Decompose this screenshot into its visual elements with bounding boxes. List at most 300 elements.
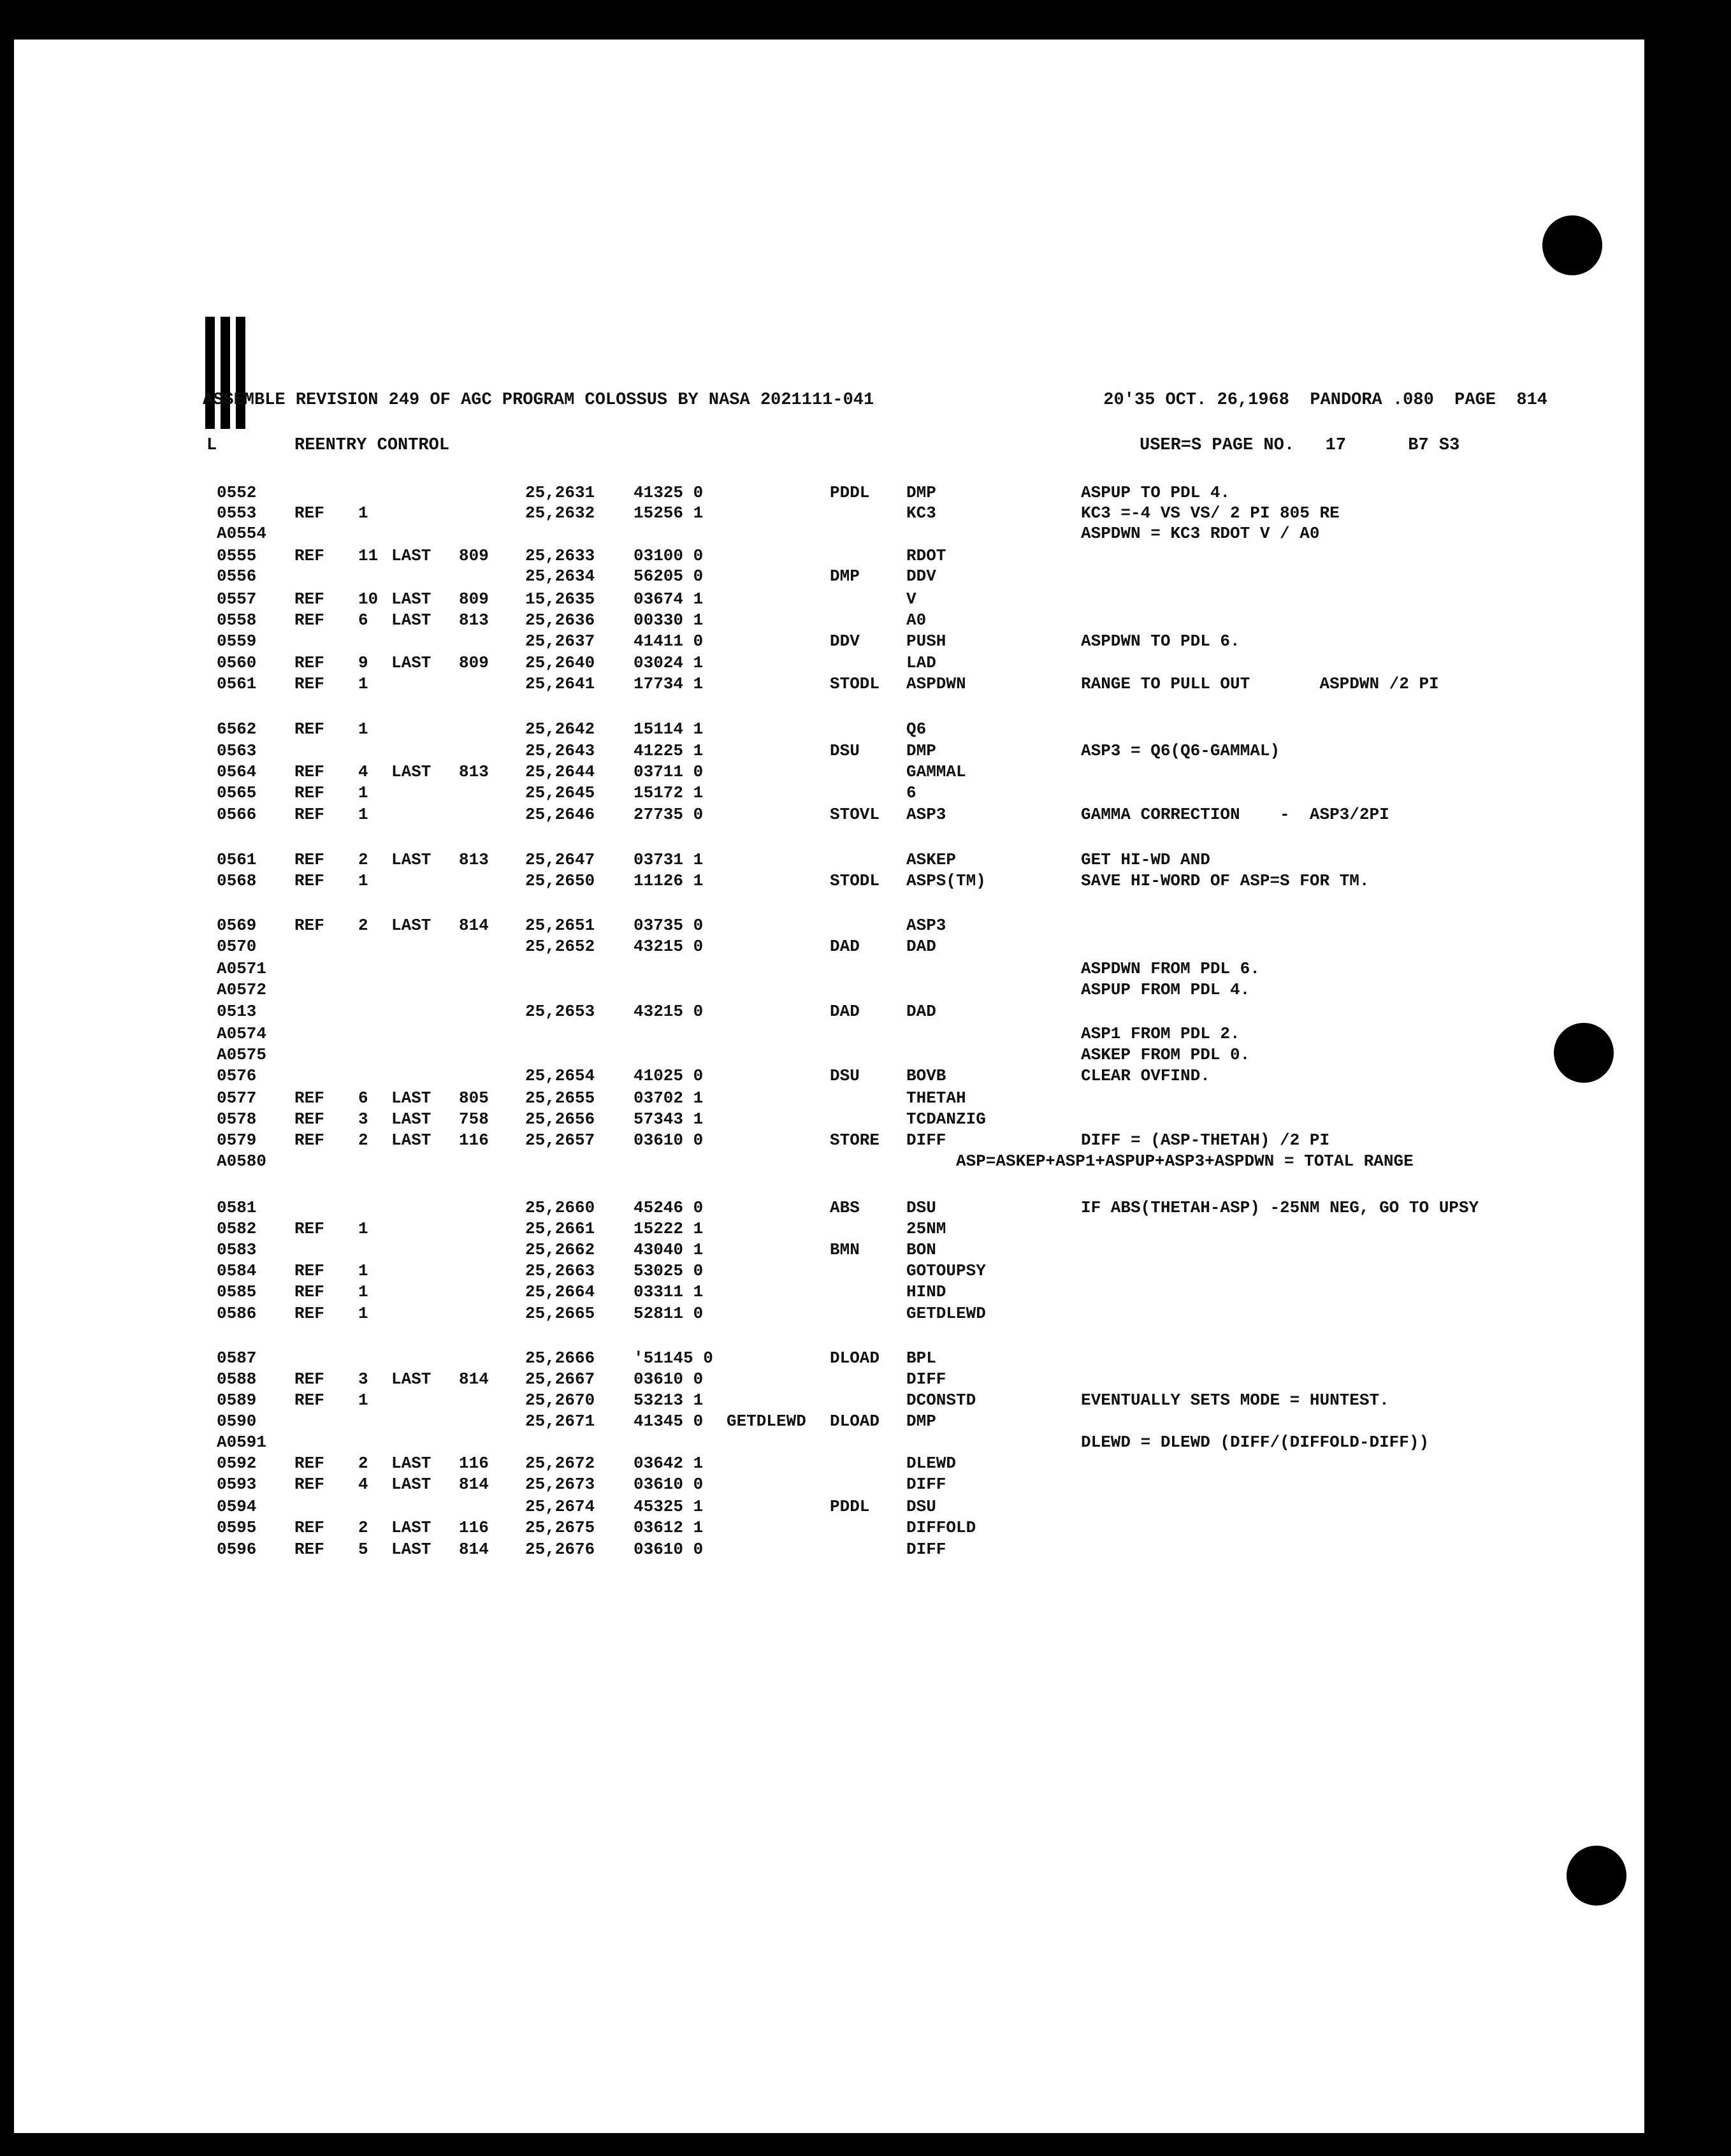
cell-ln: 0594	[217, 1497, 257, 1516]
cell-addr: 25,2643	[525, 741, 595, 760]
cell-addr: 25,2647	[525, 850, 595, 869]
cell-code: 03024 1	[634, 653, 704, 672]
cell-ln: A0574	[217, 1024, 267, 1043]
cell-addr: 25,2651	[525, 916, 595, 935]
cell-addr: 25,2640	[525, 653, 595, 672]
cell-n: 2	[358, 916, 368, 935]
listing-row	[0, 1304, 1593, 1326]
cell-code: 03735 0	[634, 916, 704, 935]
listing-row	[0, 503, 1593, 525]
cell-addr: 25,2631	[525, 483, 595, 502]
cell-code: 03311 1	[634, 1282, 704, 1301]
cell-comment: GAMMA CORRECTION - ASP3/2PI	[1081, 805, 1389, 824]
cell-ln: 0586	[217, 1304, 257, 1323]
cell-comment: ASPDWN = KC3 RDOT V / A0	[1081, 524, 1320, 543]
cell-rep: REF	[294, 653, 324, 672]
cell-last: LAST	[391, 1518, 431, 1537]
cell-operand: DSU	[906, 1497, 936, 1516]
cell-addr: 15,2635	[525, 590, 595, 609]
cell-ln: 0588	[217, 1370, 257, 1389]
cell-addr: 25,2633	[525, 546, 595, 565]
cell-comment: EVENTUALLY SETS MODE = HUNTEST.	[1081, 1391, 1389, 1410]
cell-last: LAST	[391, 1370, 431, 1389]
cell-n: 3	[358, 1110, 368, 1129]
cell-op: DSU	[830, 1066, 860, 1085]
cell-ln: 0593	[217, 1475, 257, 1494]
cell-code: 41411 0	[634, 632, 704, 651]
cell-addr: 25,2637	[525, 632, 595, 651]
listing-row	[0, 980, 1593, 1002]
header-date-page: 20'35 OCT. 26,1968 PANDORA .080 PAGE 814	[1103, 391, 1547, 410]
cell-comment: DLEWD = DLEWD (DIFF/(DIFFOLD-DIFF))	[1081, 1433, 1430, 1452]
cell-operand: DDV	[906, 567, 936, 586]
cell-n: 1	[358, 1391, 368, 1410]
cell-ref: 813	[459, 762, 489, 781]
cell-operand: LAD	[906, 653, 936, 672]
cell-operand: V	[906, 590, 916, 609]
cell-ref: 813	[459, 611, 489, 630]
listing-row	[0, 567, 1593, 588]
cell-n: 1	[358, 503, 368, 523]
cell-rep: REF	[294, 850, 324, 869]
cell-operand: HIND	[906, 1282, 946, 1301]
cell-addr: 25,2667	[525, 1370, 595, 1389]
cell-last: LAST	[391, 1089, 431, 1108]
cell-op: STODL	[830, 674, 880, 693]
cell-n: 1	[358, 674, 368, 693]
cell-code: 03100 0	[634, 546, 704, 565]
cell-addr: 25,2641	[525, 674, 595, 693]
cell-comment: SAVE HI-WORD OF ASP=S FOR TM.	[1081, 871, 1370, 890]
cell-addr: 25,2655	[525, 1089, 595, 1108]
cell-last: LAST	[391, 1454, 431, 1473]
cell-rep: REF	[294, 871, 324, 890]
cell-operand: 25NM	[906, 1219, 946, 1238]
cell-ln: 0590	[217, 1412, 257, 1431]
cell-ln: 0565	[217, 783, 257, 802]
cell-addr: 25,2665	[525, 1304, 595, 1323]
user-page-number: USER=S PAGE NO. 17 B7 S3	[1140, 436, 1460, 455]
section-letter: L	[206, 436, 217, 455]
cell-rep: REF	[294, 674, 324, 693]
cell-addr: 25,2653	[525, 1002, 595, 1021]
cell-ref: 813	[459, 850, 489, 869]
cell-comment: ASPUP TO PDL 4.	[1081, 483, 1231, 502]
cell-code: 03711 0	[634, 762, 704, 781]
cell-n: 4	[358, 762, 368, 781]
scan-border-right	[1644, 0, 1731, 2156]
cell-operand: DCONSTD	[906, 1391, 976, 1410]
cell-addr: 25,2675	[525, 1518, 595, 1537]
cell-operand: TCDANZIG	[906, 1110, 986, 1129]
listing-row	[0, 632, 1593, 653]
cell-rep: REF	[294, 1304, 324, 1323]
cell-comment: CLEAR OVFIND.	[1081, 1066, 1210, 1085]
cell-ln: 0584	[217, 1261, 257, 1280]
cell-last: LAST	[391, 653, 431, 672]
cell-op: DAD	[830, 1002, 860, 1021]
cell-operand: BPL	[906, 1349, 936, 1368]
listing-row	[0, 1433, 1593, 1454]
listing-row	[0, 720, 1593, 741]
cell-addr: 25,2672	[525, 1454, 595, 1473]
cell-code: 03610 0	[634, 1475, 704, 1494]
cell-ref: 116	[459, 1131, 489, 1150]
cell-ln: 0585	[217, 1282, 257, 1301]
header-program-title: ASSEMBLE REVISION 249 OF AGC PROGRAM COLOSSUS BY NASA 2021111-041	[203, 391, 874, 410]
cell-code: 11126 1	[634, 871, 704, 890]
cell-ln: A0591	[217, 1433, 267, 1452]
cell-code: 15222 1	[634, 1219, 704, 1238]
cell-operand: GOTOUPSY	[906, 1261, 986, 1280]
cell-ln: 6562	[217, 720, 257, 739]
cell-rep: REF	[294, 805, 324, 824]
cell-ln: 0581	[217, 1198, 257, 1217]
cell-label: GETDLEWD	[727, 1412, 806, 1431]
cell-code: 17734 1	[634, 674, 704, 693]
cell-comment: ASP3 = Q6(Q6-GAMMAL)	[1081, 741, 1280, 760]
cell-rep: REF	[294, 916, 324, 935]
listing-row	[0, 937, 1593, 959]
listing-row	[0, 871, 1593, 893]
listing-row	[0, 1349, 1593, 1370]
cell-code: 41025 0	[634, 1066, 704, 1085]
cell-addr: 25,2670	[525, 1391, 595, 1410]
cell-rep: REF	[294, 1518, 324, 1537]
cell-addr: 25,2654	[525, 1066, 595, 1085]
cell-rep: REF	[294, 1370, 324, 1389]
cell-n: 1	[358, 783, 368, 802]
listing-row	[0, 850, 1593, 872]
listing-row	[0, 1497, 1593, 1519]
cell-ln: 0578	[217, 1110, 257, 1129]
cell-code: 03642 1	[634, 1454, 704, 1473]
cell-rep: REF	[294, 1219, 324, 1238]
listing-row	[0, 1024, 1593, 1046]
cell-code: 41345 0	[634, 1412, 704, 1431]
cell-ln: 0589	[217, 1391, 257, 1410]
cell-ln: 0577	[217, 1089, 257, 1108]
cell-ref: 814	[459, 1540, 489, 1559]
cell-code: 53025 0	[634, 1261, 704, 1280]
cell-code: 43040 1	[634, 1240, 704, 1259]
scan-border-top	[0, 0, 1731, 40]
cell-code: 03612 1	[634, 1518, 704, 1537]
cell-addr: 25,2632	[525, 503, 595, 523]
cell-operand: DIFF	[906, 1370, 946, 1389]
cell-code: 41225 1	[634, 741, 704, 760]
cell-ln: A0575	[217, 1045, 267, 1064]
cell-ln: 0592	[217, 1454, 257, 1473]
cell-code: 03731 1	[634, 850, 704, 869]
cell-rep: REF	[294, 1131, 324, 1150]
listing-row	[0, 1198, 1593, 1220]
listing-row	[0, 611, 1593, 632]
listing-row	[0, 805, 1593, 827]
cell-comment: ASKEP FROM PDL 0.	[1081, 1045, 1250, 1064]
cell-n: 1	[358, 805, 368, 824]
cell-code: 03610 0	[634, 1131, 704, 1150]
cell-operand: PUSH	[906, 632, 946, 651]
cell-code: 03702 1	[634, 1089, 704, 1108]
cell-operand: RDOT	[906, 546, 946, 565]
cell-ln: 0553	[217, 503, 257, 523]
cell-n: 2	[358, 1131, 368, 1150]
cell-ln: 0596	[217, 1540, 257, 1559]
cell-ln: 0513	[217, 1002, 257, 1021]
cell-operand: ASP3	[906, 805, 946, 824]
listing-row	[0, 524, 1593, 546]
cell-n: 1	[358, 1282, 368, 1301]
listing-row	[0, 653, 1593, 675]
cell-addr: 25,2642	[525, 720, 595, 739]
cell-n: 2	[358, 1454, 368, 1473]
cell-operand: DIFF	[906, 1475, 946, 1494]
listing-row	[0, 1370, 1593, 1391]
cell-last: LAST	[391, 1540, 431, 1559]
cell-code: 03674 1	[634, 590, 704, 609]
cell-long: ASP=ASKEP+ASP1+ASPUP+ASP3+ASPDWN = TOTAL RANGE	[956, 1152, 1414, 1171]
cell-n: 1	[358, 1304, 368, 1323]
cell-n: 1	[358, 1261, 368, 1280]
cell-rep: REF	[294, 1282, 324, 1301]
cell-operand: 6	[906, 783, 916, 802]
listing-row	[0, 483, 1593, 505]
cell-last: LAST	[391, 590, 431, 609]
cell-rep: REF	[294, 783, 324, 802]
cell-operand: DLEWD	[906, 1454, 957, 1473]
cell-ln: 0557	[217, 590, 257, 609]
listing-row	[0, 741, 1593, 763]
listing-row	[0, 1002, 1593, 1024]
cell-ln: 0579	[217, 1131, 257, 1150]
cell-code: '51145 0	[634, 1349, 713, 1368]
cell-operand: A0	[906, 611, 927, 630]
cell-operand: DMP	[906, 741, 936, 760]
cell-n: 6	[358, 611, 368, 630]
cell-ln: A0572	[217, 980, 267, 999]
cell-n: 1	[358, 1219, 368, 1238]
cell-addr: 25,2662	[525, 1240, 595, 1259]
cell-addr: 25,2645	[525, 783, 595, 802]
listing-row	[0, 1152, 1593, 1173]
cell-last: LAST	[391, 850, 431, 869]
cell-operand: ASPS(TM)	[906, 871, 986, 890]
cell-operand: GAMMAL	[906, 762, 966, 781]
cell-ln: 0595	[217, 1518, 257, 1537]
cell-ref: 809	[459, 546, 489, 565]
cell-operand: DIFF	[906, 1540, 946, 1559]
listing-row	[0, 1475, 1593, 1496]
listing-row	[0, 762, 1593, 784]
printer-marks	[205, 317, 251, 432]
cell-operand: ASP3	[906, 916, 946, 935]
listing-row	[0, 1089, 1593, 1110]
cell-n: 3	[358, 1370, 368, 1389]
cell-addr: 25,2636	[525, 611, 595, 630]
listing-row	[0, 1540, 1593, 1561]
cell-rep: REF	[294, 1110, 324, 1129]
cell-ln: A0580	[217, 1152, 267, 1171]
cell-ln: 0583	[217, 1240, 257, 1259]
cell-operand: DAD	[906, 937, 936, 956]
cell-operand: DMP	[906, 1412, 936, 1431]
cell-ref: 758	[459, 1110, 489, 1129]
cell-code: 27735 0	[634, 805, 704, 824]
cell-n: 4	[358, 1475, 368, 1494]
cell-comment: ASPDWN TO PDL 6.	[1081, 632, 1240, 651]
cell-rep: REF	[294, 611, 324, 630]
listing-row	[0, 959, 1593, 981]
cell-code: 00330 1	[634, 611, 704, 630]
cell-rep: REF	[294, 1454, 324, 1473]
listing-row	[0, 1045, 1593, 1067]
cell-ref: 814	[459, 1370, 489, 1389]
cell-rep: REF	[294, 1475, 324, 1494]
cell-addr: 25,2650	[525, 871, 595, 890]
cell-ln: A0571	[217, 959, 267, 978]
cell-operand: BOVB	[906, 1066, 946, 1085]
cell-ln: 0582	[217, 1219, 257, 1238]
punch-hole-bottom	[1567, 1846, 1626, 1906]
cell-op: STOVL	[830, 805, 880, 824]
listing-row	[0, 1282, 1593, 1304]
cell-n: 2	[358, 1518, 368, 1537]
cell-ln: 0570	[217, 937, 257, 956]
cell-rep: REF	[294, 503, 324, 523]
cell-ln: A0554	[217, 524, 267, 543]
listing-row	[0, 1240, 1593, 1262]
cell-op: STODL	[830, 871, 880, 890]
cell-addr: 25,2674	[525, 1497, 595, 1516]
cell-last: LAST	[391, 1475, 431, 1494]
cell-operand: DIFFOLD	[906, 1518, 976, 1537]
cell-comment: GET HI-WD AND	[1081, 850, 1210, 869]
cell-rep: REF	[294, 1261, 324, 1280]
cell-addr: 25,2666	[525, 1349, 595, 1368]
cell-addr: 25,2661	[525, 1219, 595, 1238]
cell-ln: 0561	[217, 850, 257, 869]
listing-row	[0, 1412, 1593, 1433]
cell-rep: REF	[294, 1089, 324, 1108]
cell-operand: GETDLEWD	[906, 1304, 986, 1323]
cell-addr: 25,2644	[525, 762, 595, 781]
cell-ln: 0552	[217, 483, 257, 502]
cell-rep: REF	[294, 762, 324, 781]
cell-operand: Q6	[906, 720, 927, 739]
listing-row	[0, 590, 1593, 611]
listing-row	[0, 1454, 1593, 1475]
cell-code: 43215 0	[634, 1002, 704, 1021]
cell-operand: BON	[906, 1240, 936, 1259]
cell-operand: ASKEP	[906, 850, 957, 869]
cell-last: LAST	[391, 611, 431, 630]
cell-operand: DIFF	[906, 1131, 946, 1150]
cell-addr: 25,2671	[525, 1412, 595, 1431]
cell-code: 57343 1	[634, 1110, 704, 1129]
cell-n: 11	[358, 546, 379, 565]
cell-code: 15256 1	[634, 503, 704, 523]
cell-ln: 0564	[217, 762, 257, 781]
punch-hole-top	[1542, 215, 1602, 275]
cell-n: 10	[358, 590, 379, 609]
cell-code: 53213 1	[634, 1391, 704, 1410]
cell-addr: 25,2664	[525, 1282, 595, 1301]
listing-row	[0, 916, 1593, 937]
cell-addr: 25,2676	[525, 1540, 595, 1559]
cell-op: BMN	[830, 1240, 860, 1259]
cell-last: LAST	[391, 916, 431, 935]
cell-code: 03610 0	[634, 1540, 704, 1559]
cell-code: 15172 1	[634, 783, 704, 802]
cell-comment: ASPDWN FROM PDL 6.	[1081, 959, 1260, 978]
cell-code: 15114 1	[634, 720, 704, 739]
cell-addr: 25,2673	[525, 1475, 595, 1494]
cell-ref: 814	[459, 916, 489, 935]
cell-op: DLOAD	[830, 1412, 880, 1431]
cell-op: PDDL	[830, 483, 870, 502]
cell-op: DMP	[830, 567, 860, 586]
cell-operand: DMP	[906, 483, 936, 502]
listing-row	[0, 1261, 1593, 1283]
cell-operand: THETAH	[906, 1089, 966, 1108]
cell-ref: 809	[459, 653, 489, 672]
cell-ref: 809	[459, 590, 489, 609]
cell-operand: ASPDWN	[906, 674, 966, 693]
cell-code: 41325 0	[634, 483, 704, 502]
cell-comment: IF ABS(THETAH-ASP) -25NM NEG, GO TO UPSY	[1081, 1198, 1479, 1217]
cell-comment: ASP1 FROM PDL 2.	[1081, 1024, 1240, 1043]
cell-ln: 0559	[217, 632, 257, 651]
cell-ln: 0568	[217, 871, 257, 890]
cell-rep: REF	[294, 720, 324, 739]
cell-addr: 25,2652	[525, 937, 595, 956]
cell-last: LAST	[391, 762, 431, 781]
cell-rep: REF	[294, 1391, 324, 1410]
cell-ln: 0560	[217, 653, 257, 672]
cell-operand: DSU	[906, 1198, 936, 1217]
cell-ref: 814	[459, 1475, 489, 1494]
cell-comment: RANGE TO PULL OUT ASPDWN /2 PI	[1081, 674, 1439, 693]
cell-addr: 25,2656	[525, 1110, 595, 1129]
cell-operand: KC3	[906, 503, 936, 523]
listing-row	[0, 783, 1593, 805]
cell-ln: 0556	[217, 567, 257, 586]
listing-row	[0, 1219, 1593, 1241]
cell-comment: DIFF = (ASP-THETAH) /2 PI	[1081, 1131, 1330, 1150]
cell-comment: ASPUP FROM PDL 4.	[1081, 980, 1250, 999]
cell-n: 2	[358, 850, 368, 869]
listing-row	[0, 1391, 1593, 1412]
cell-n: 9	[358, 653, 368, 672]
listing-row	[0, 546, 1593, 568]
cell-rep: REF	[294, 1540, 324, 1559]
cell-addr: 25,2657	[525, 1131, 595, 1150]
cell-op: PDDL	[830, 1497, 870, 1516]
cell-code: 45246 0	[634, 1198, 704, 1217]
cell-rep: REF	[294, 546, 324, 565]
cell-op: ABS	[830, 1198, 860, 1217]
cell-code: 52811 0	[634, 1304, 704, 1323]
cell-ref: 116	[459, 1518, 489, 1537]
cell-operand: DAD	[906, 1002, 936, 1021]
cell-op: DLOAD	[830, 1349, 880, 1368]
cell-ln: 0561	[217, 674, 257, 693]
cell-n: 5	[358, 1540, 368, 1559]
cell-n: 1	[358, 720, 368, 739]
cell-comment: KC3 =-4 VS VS/ 2 PI 805 RE	[1081, 503, 1340, 523]
cell-addr: 25,2634	[525, 567, 595, 586]
